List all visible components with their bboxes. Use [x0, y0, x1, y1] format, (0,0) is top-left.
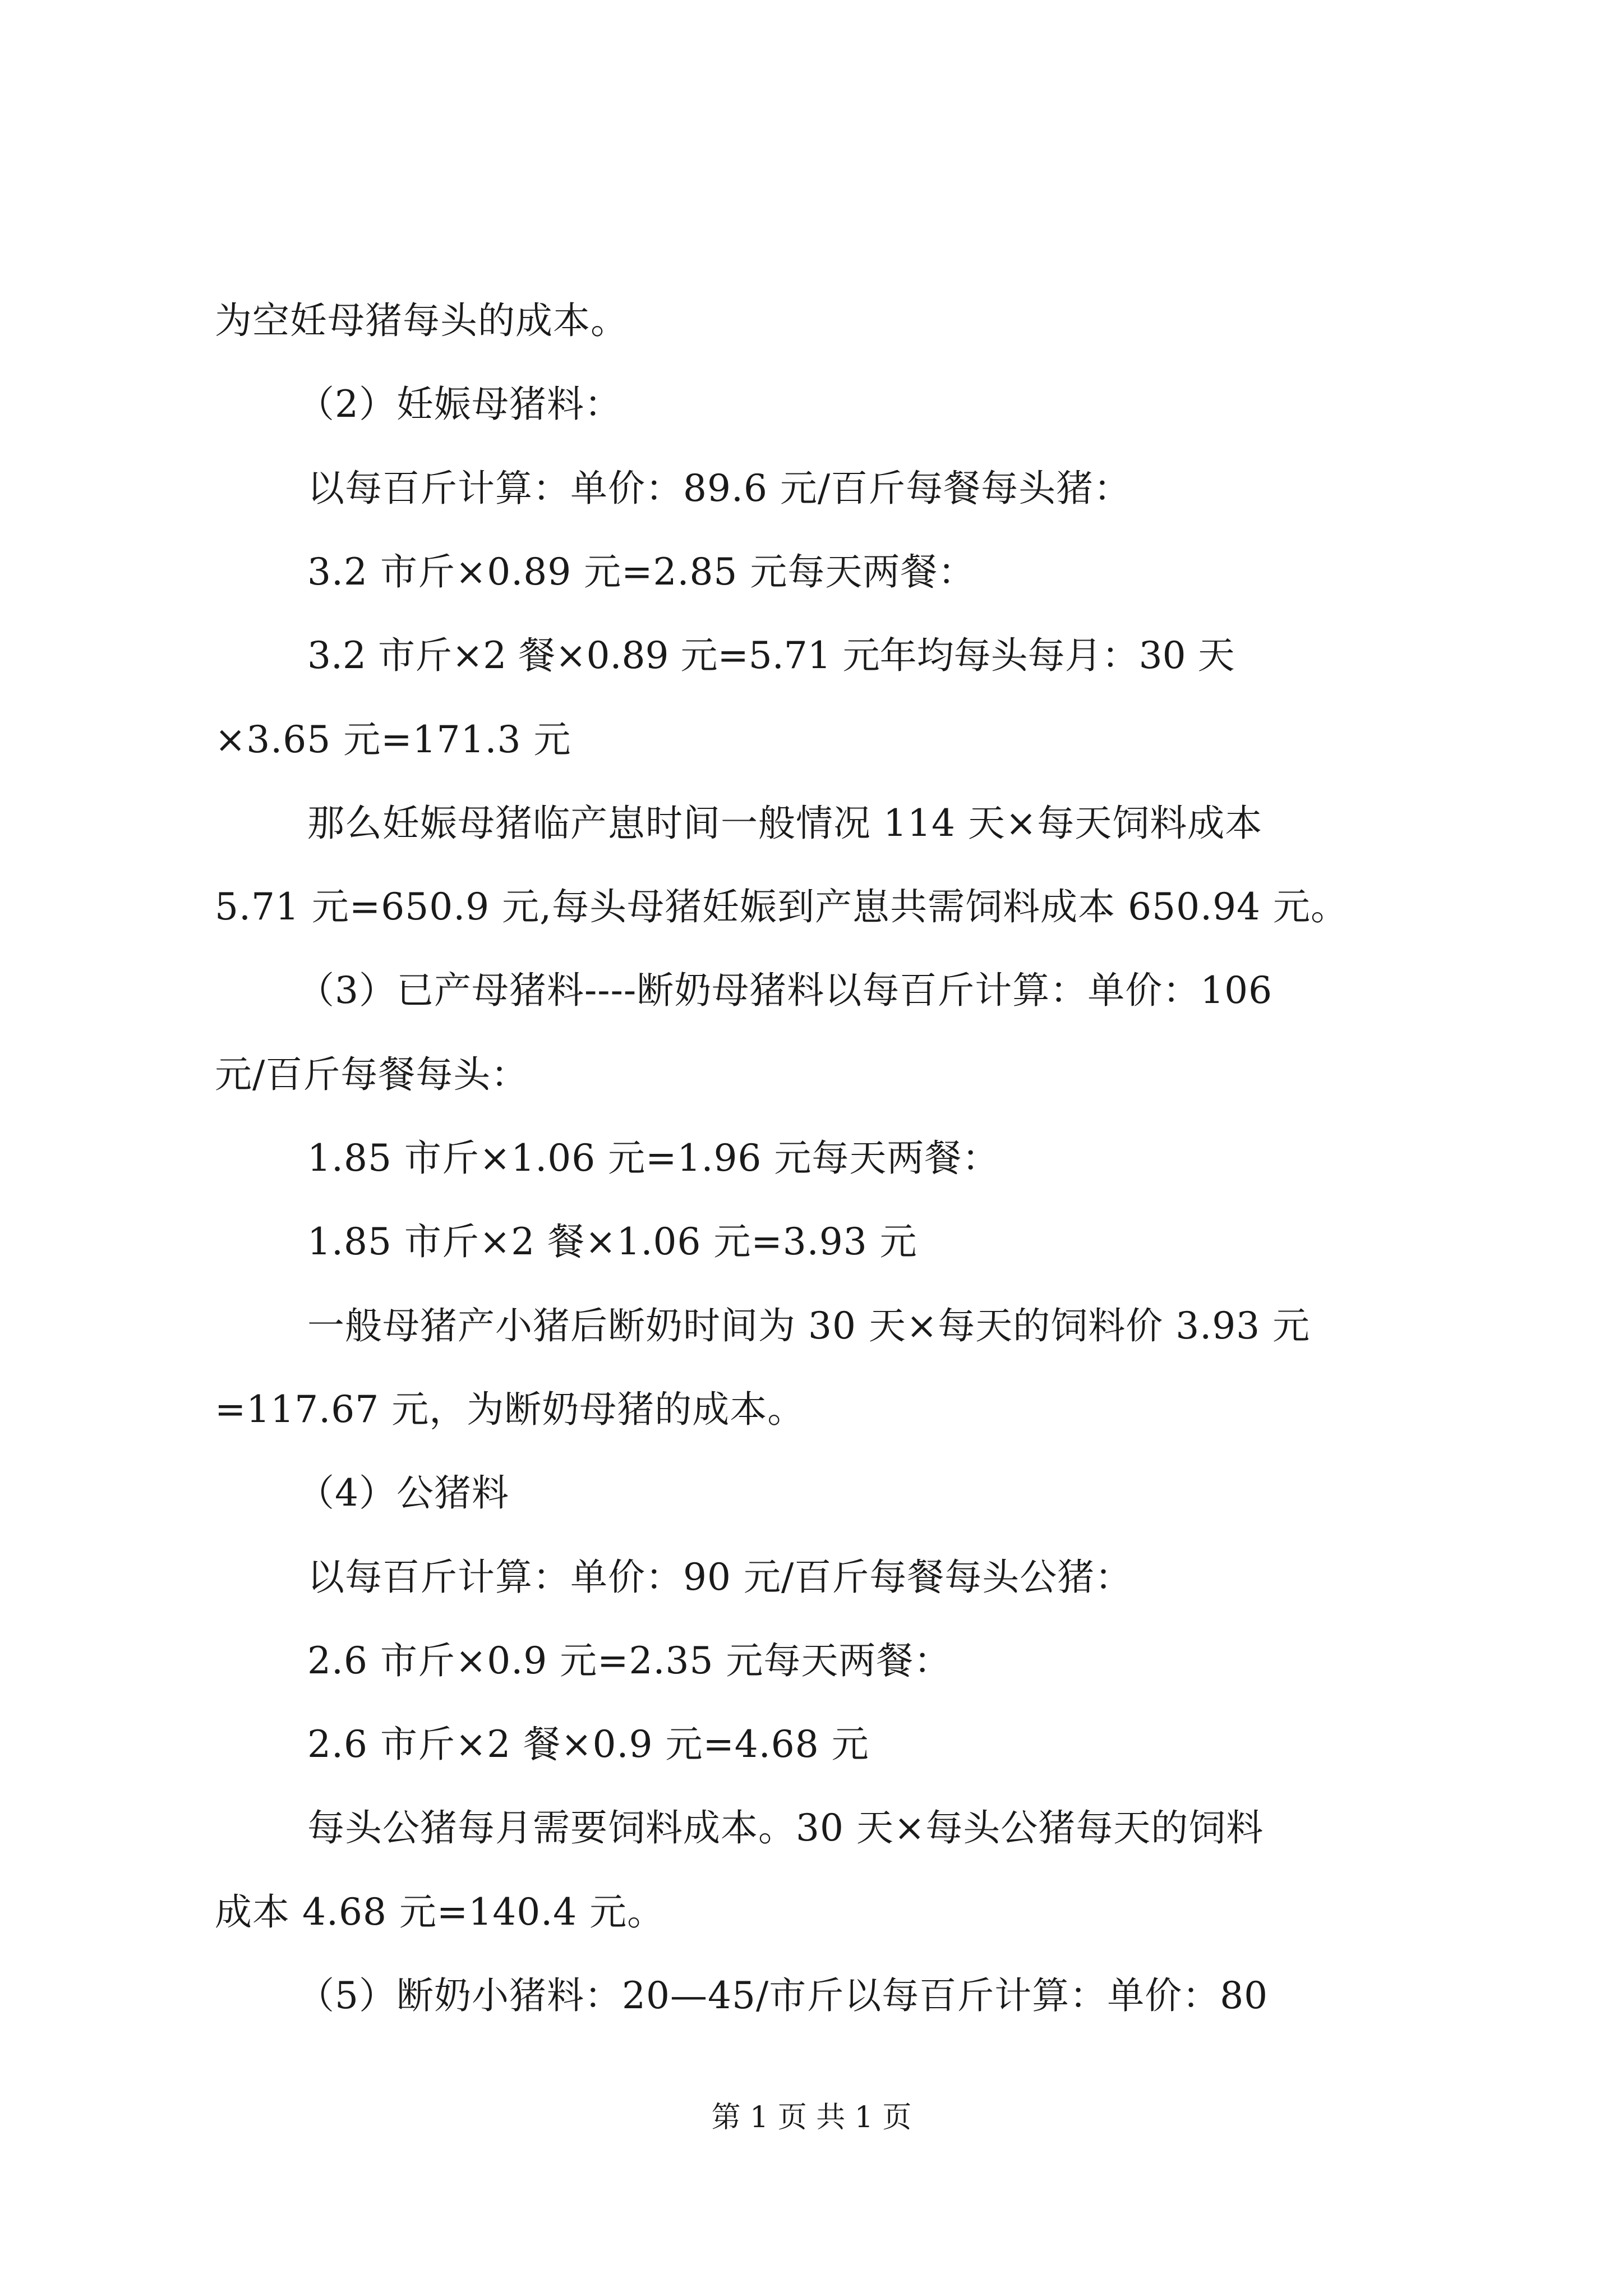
page-footer: 第 1 页 共 1 页: [711, 2101, 912, 2134]
text-line-14: =117.67 元，为断奶母猪的成本。: [215, 1387, 805, 1431]
text-line-15: （4）公猪料: [297, 1471, 509, 1515]
text-line-5: [307, 631, 1427, 680]
text-line-1: 为空妊母猪每头的成本。: [215, 299, 628, 342]
text-line-9: （3）已产母猪料----断奶母猪料以每百斤计算：单价：106: [297, 969, 1273, 1013]
text-line-19: 每头公猪每月需要饲料成本。30 天×每头公猪每天的饲料: [307, 1806, 1264, 1850]
text-line-2: （2）妊娠母猪料：: [297, 383, 622, 426]
text-line-6: ×3.65 元=171.3 元: [215, 717, 571, 761]
text-line-12: 1.85 市斤×2 餐×1.06 元=3.93 元: [307, 1220, 917, 1264]
text-line-17: 2.6 市斤×0.9 元=2.35 元每天两餐：: [307, 1639, 952, 1682]
text-line-11: 1.85 市斤×1.06 元=1.96 元每天两餐：: [307, 1137, 1000, 1180]
text-line-18: 2.6 市斤×2 餐×0.9 元=4.68 元: [307, 1723, 869, 1766]
text-line-5-content: 3.2 市斤×2 餐×0.89 元=5.71 元年均每头每月：30 天: [307, 634, 1235, 678]
text-line-16: 以每百斤计算：单价：90 元/百斤每餐每头公猪：: [307, 1555, 1133, 1599]
text-line-4: 3.2 市斤×0.89 元=2.85 元每天两餐：: [307, 550, 976, 593]
text-line-21: （5）断奶小猪料：20—45/市斤以每百斤计算：单价：80: [297, 1974, 1269, 2017]
text-line-3: 以每百斤计算：单价：89.6 元/百斤每餐每头猪：: [307, 466, 1132, 510]
text-line-8: 5.71 元=650.9 元,每头母猪妊娠到产崽共需饲料成本 650.94 元。: [215, 885, 1349, 929]
text-line-7: 那么妊娠母猪临产崽时间一般情况 114 天×每天饲料成本: [307, 801, 1263, 845]
text-line-13: 一般母猪产小猪后断奶时间为 30 天×每天的饲料价 3.93 元: [307, 1304, 1311, 1347]
text-line-10: 元/百斤每餐每头：: [215, 1052, 529, 1096]
text-line-20: 成本 4.68 元=140.4 元。: [215, 1890, 665, 1934]
